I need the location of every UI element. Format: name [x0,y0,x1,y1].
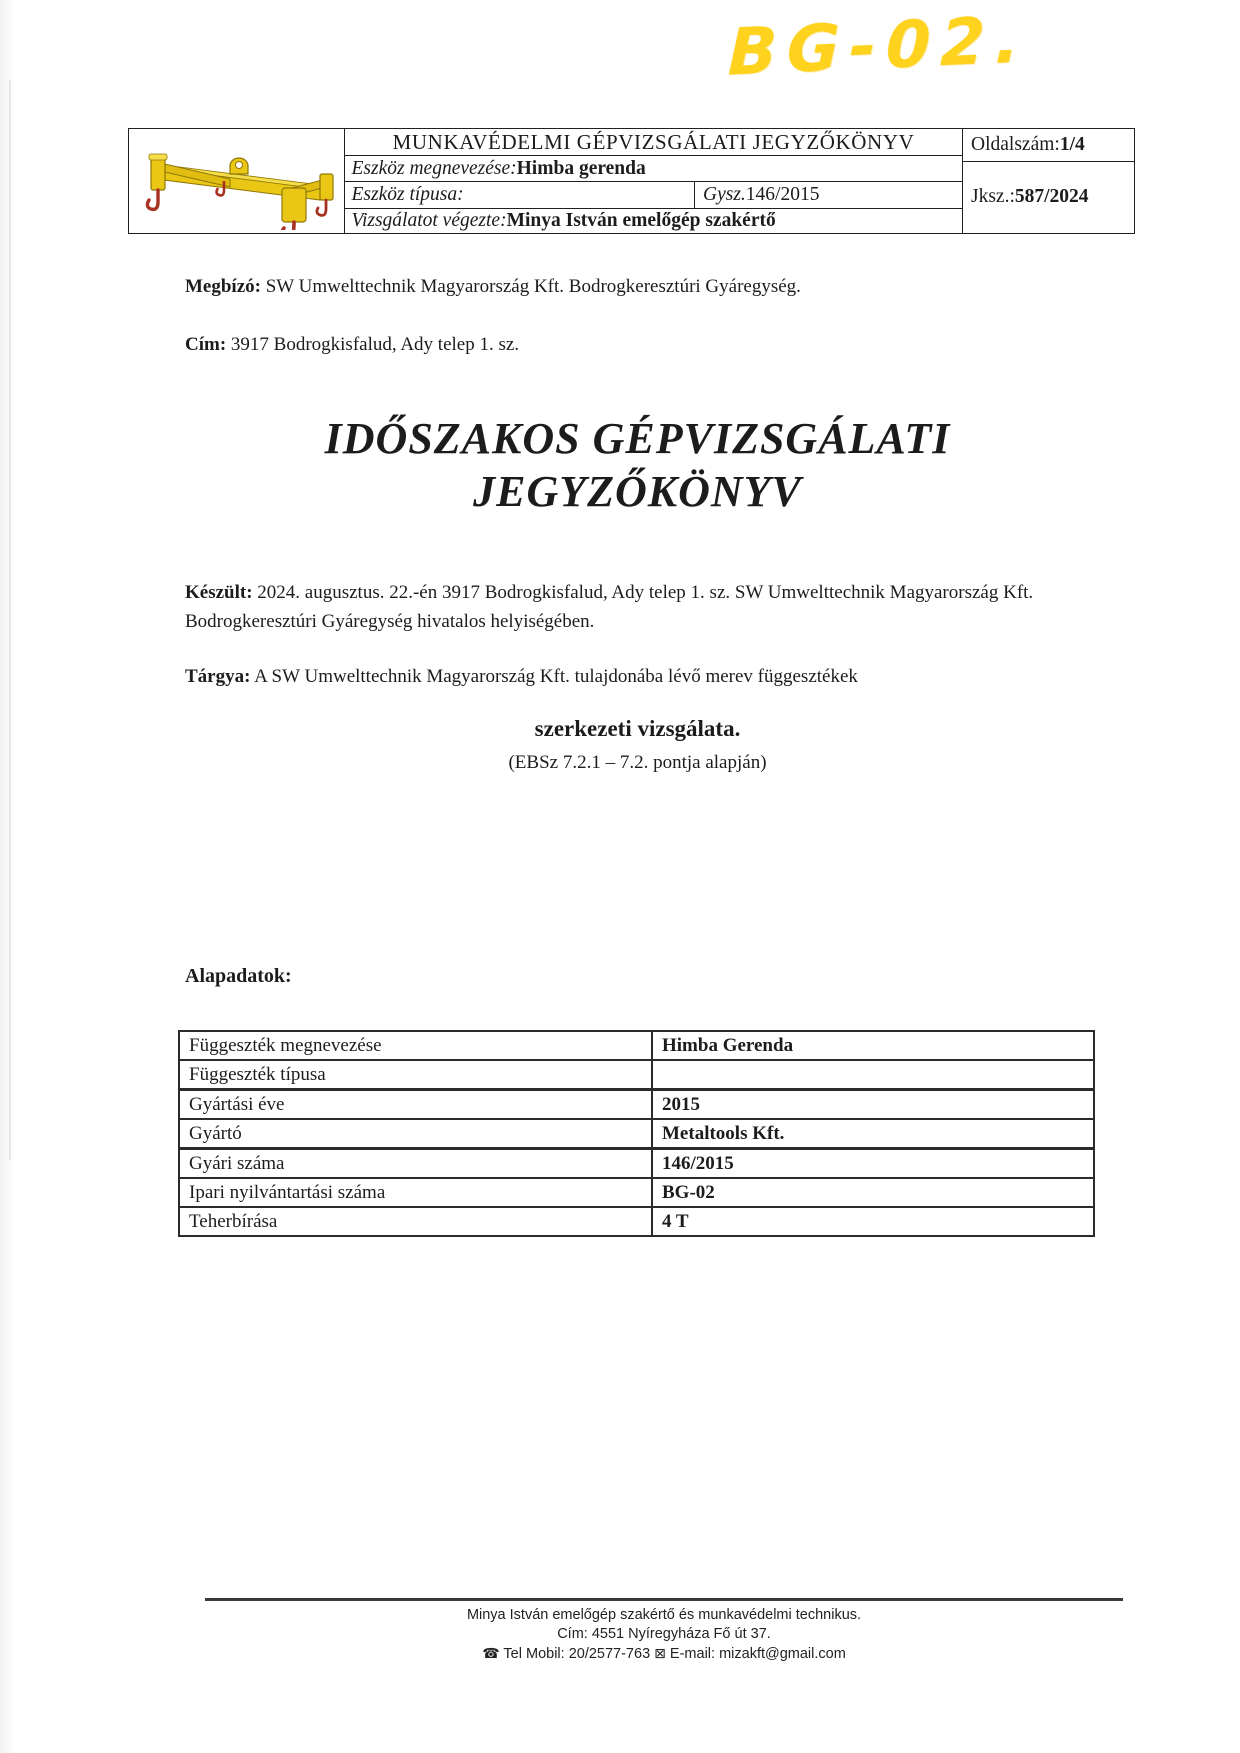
footer-divider [205,1598,1123,1601]
footer-phone-text: Tel Mobil: 20/2577-763 [499,1646,655,1662]
gysz-value: 146/2015 [745,184,820,205]
row-label: Gyártási éve [179,1090,652,1120]
row-value: 4 T [652,1207,1094,1236]
report-number-value: 587/2024 [1014,186,1089,208]
row-value: Himba Gerenda [652,1031,1094,1060]
row-value: BG-02 [652,1178,1094,1207]
row-value: 146/2015 [652,1149,1094,1179]
phone-icon: ☎ [482,1645,500,1661]
device-type-row [344,181,696,209]
page-number-label: Oldalszám: [971,134,1060,155]
row-label: Függeszték megnevezése [179,1031,652,1060]
basic-data-table [178,1030,1095,1237]
client-line [185,272,1105,301]
made-at-text: 2024. augusztus. 22.-én 3917 Bodrogkisfalud, Ady telep 1. sz. SW Umwelttechnik Magyarország Kft. Bodrogkeresztúri Gyáregység hivatalos helyiségében. [185,582,1034,632]
basic-data-heading: Alapadatok: [185,965,292,987]
inspector-name: Minya István emelőgép szakértő [506,209,776,231]
inspector-row [344,208,964,235]
scan-edge-artifact [0,0,16,1753]
row-value [652,1060,1094,1090]
row-label: Gyártó [179,1119,652,1149]
equipment-photo [128,128,345,234]
address-text: 3917 Bodrogkisfalud, Ady telep 1. sz. [226,334,520,355]
address-line [185,330,1105,359]
row-label: Ipari nyilvántartási száma [179,1178,652,1207]
device-name-value: Himba gerenda [516,157,646,179]
table-row [179,1031,1094,1060]
main-title-line1: IDŐSZAKOS GÉPVIZSGÁLATI [324,414,951,463]
table-row [179,1178,1094,1207]
envelope-icon: ⊠ [654,1645,666,1661]
subject-label: Tárgya: [185,666,251,687]
row-label: Függeszték típusa [179,1060,652,1090]
serial-number-cell [694,181,964,209]
footer-email-text: E-mail: mizakft@gmail.com [665,1646,846,1662]
row-value: Metaltools Kft. [652,1119,1094,1149]
device-name-row [344,155,964,183]
table-row [179,1119,1094,1149]
inspector-label: Vizsgálatot végezte: [351,209,507,231]
made-at-label: Készült: [185,582,253,603]
handwritten-equipment-code: BG-02. [727,3,1031,91]
subject-text: A SW Umwelttechnik Magyarország Kft. tulajdonába lévő merev függesztékek [250,666,858,687]
footer-contact-line [155,1644,1173,1664]
client-label: Megbízó: [185,276,261,297]
subject-line3-standard-reference: (EBSz 7.2.1 – 7.2. pontja alapján) [508,752,767,773]
device-type-label: Eszköz típusa: [351,184,464,205]
row-value: 2015 [652,1090,1094,1120]
table-row [179,1149,1094,1179]
table-row [179,1090,1094,1120]
client-text: SW Umwelttechnik Magyarország Kft. Bodrogkeresztúri Gyáregység. [260,276,801,297]
address-label: Cím: [185,334,227,355]
header-table [128,128,1135,234]
row-label: Gyári száma [179,1149,652,1179]
made-at-paragraph [185,578,1090,636]
report-type-title: MUNKAVÉDELMI GÉPVIZSGÁLATI JEGYZŐKÖNYV [344,128,964,156]
document-main-title [165,412,1110,518]
scan-edge-line [9,80,11,1160]
footer [155,1606,1173,1664]
row-label: Teherbírása [179,1207,652,1236]
subject-line2: szerkezeti vizsgálata. [534,716,741,741]
table-row [179,1207,1094,1236]
main-title-line2: JEGYZŐKÖNYV [473,467,802,516]
report-number-cell [962,161,1135,235]
subject-line [185,662,1105,691]
device-name-label: Eszköz megnevezése: [351,157,517,179]
page-number-cell [962,128,1135,162]
report-number-label: Jksz.: [971,186,1015,208]
footer-address-line: Cím: 4551 Nyíregyháza Fő út 37. [557,1626,771,1642]
page-number-value: 1/4 [1059,134,1085,155]
lifting-beam-image [134,132,339,230]
table-row [179,1060,1094,1090]
gysz-label: Gysz. [703,184,746,205]
footer-expert-line: Minya István emelőgép szakértő és munkavédelmi technikus. [466,1607,862,1623]
